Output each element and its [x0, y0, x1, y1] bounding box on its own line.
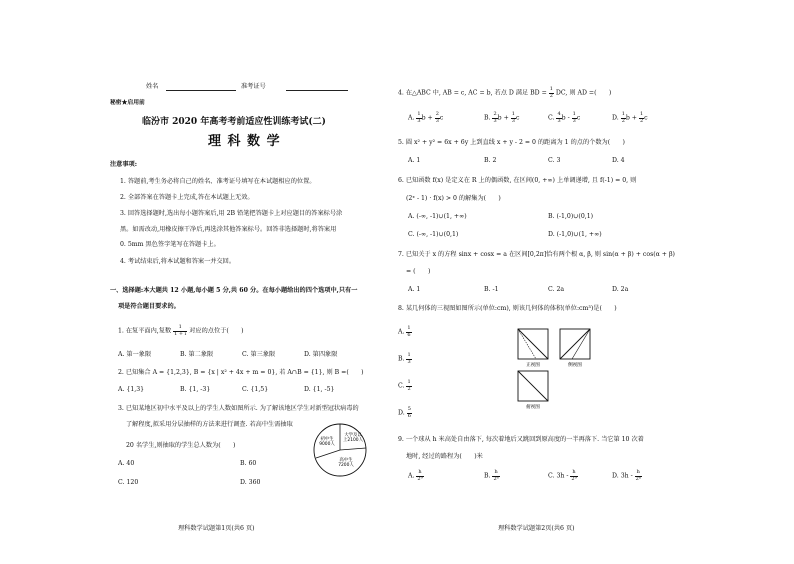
q3-option-c[interactable]: C. 120	[118, 479, 139, 486]
question-1-stem: 1. 在复平面内,复数 $\frac{1}{1 + i}$ 对应的点位于( )	[118, 324, 244, 337]
question-3-stem-cont: 20 名学生,则抽取的学生总人数为( )	[126, 442, 236, 449]
question-6-stem-cont: (2ˣ - 1) · f(x) > 0 的解集为( )	[406, 195, 501, 202]
top-view	[518, 371, 548, 401]
question-2-stem: 2. 已知集合 A = {1,2,3}, B = {x | x² + 4x + m = 0}, 若 A∩B = {1}, 则 B =( )	[118, 369, 364, 376]
page-footer-right: 理科数学试题第2页(共6 页)	[498, 525, 575, 532]
q2-option-c[interactable]: C. {1,5}	[242, 386, 269, 393]
front-view-label: 正视图	[526, 363, 540, 368]
q3-option-b[interactable]: B. 60	[240, 460, 257, 467]
q7-option-b[interactable]: B. -1	[484, 286, 499, 293]
q1-option-d[interactable]: D. 第四象限	[304, 351, 338, 358]
question-7-stem-cont: = ( )	[406, 268, 431, 275]
secret-mark: 秘密★启用前	[110, 100, 145, 106]
exam-title: 临汾市 2020 年高考考前适应性训练考试(二)	[142, 117, 326, 127]
q7-option-a[interactable]: A. 1	[408, 286, 421, 293]
q1-option-b[interactable]: B. 第二象限	[180, 351, 214, 358]
top-view-label: 俯视图	[526, 405, 540, 410]
question-3-stem: 3. 已知某地区初中水平及以上的学生人数如图所示. 为了解该地区学生对新型冠状病毒的	[118, 405, 359, 412]
q8-option-b[interactable]: B. $\frac{1}{3}$	[398, 352, 411, 365]
q6-option-b[interactable]: B. (-1,0)∪(0,1)	[548, 213, 594, 220]
q1-option-c[interactable]: C. 第三象限	[242, 351, 276, 358]
note-item: 2. 全部答案在答题卡上完成,答在本试题上无效。	[120, 194, 254, 201]
side-view-label: 侧视图	[568, 363, 582, 368]
q9-option-b[interactable]: B. $\frac{h}{\text{2⁸}}$	[484, 469, 499, 482]
q6-option-a[interactable]: A. (-∞, -1)∪(1, +∞)	[408, 213, 467, 220]
pie-divider	[316, 450, 340, 458]
exam-number-blank	[286, 90, 348, 91]
note-item: 3. 回答选择题时,选出每小题答案后,用 2B 铅笔把答题卡上对应题目的答案标号涂	[120, 210, 343, 217]
note-item: 0. 5mm 黑色签字笔写在答题卡上。	[120, 241, 220, 248]
question-4-stem: 4. 在△ABC 中, AB = c, AC = b, 若点 D 满足 BD = $\frac{1}{2}$ DC, 则 AD =( )	[398, 86, 612, 99]
question-5-stem: 5. 圆 x² + y² = 6x + 6y 上到直线 x + y - 2 = 0 的距离为 1 的点的个数为( )	[398, 139, 625, 146]
q8-option-c[interactable]: C. $\frac{1}{2}$	[398, 379, 411, 392]
section-heading: 一、选择题:本大题共 12 小题,每小题 5 分,共 60 分。在每小题给出的四个选项中,只有一	[110, 287, 358, 294]
q8-option-d[interactable]: D. $\frac{5}{6}$	[398, 406, 411, 419]
three-view-diagram	[516, 327, 596, 410]
q9-option-a[interactable]: A. $\frac{h}{\text{2⁹}}$	[408, 469, 423, 482]
exam-number-label: 准考证号	[241, 83, 266, 90]
note-item: 黑。如需改动,用橡皮擦干净后,再选涂其他答案标号。回答非选择题时,将答案用	[120, 226, 337, 233]
q5-option-c[interactable]: C. 3	[548, 157, 561, 164]
note-item: 4. 考试结束后,将本试题和答案一并交回。	[120, 258, 236, 265]
front-view	[518, 329, 548, 359]
q4-option-a[interactable]: A. $\frac{1}{3}$ b + $\frac{2}{3}$ c	[408, 111, 444, 124]
pie-label: 7200人	[338, 463, 354, 468]
q4-option-d[interactable]: D. $\frac{1}{2}$ b + $\frac{1}{2}$ c	[612, 111, 648, 124]
q9-option-d[interactable]: D. 3h - $\frac{h}{\text{2⁸}}$	[612, 469, 641, 482]
q2-option-d[interactable]: D. {1, -5}	[304, 386, 335, 393]
q2-option-a[interactable]: A. {1,3}	[118, 386, 145, 393]
question-9-stem-cont: 地时, 经过的路程为( )米	[406, 453, 483, 460]
q7-option-d[interactable]: D. 2a	[612, 286, 629, 293]
question-9-stem: 9. 一个球从 h 米高处自由落下, 每次着地后又跳回到原高度的一半再落下. 当它第 10 次着	[398, 436, 644, 443]
pie-label: 高中生	[339, 458, 353, 463]
q3-option-a[interactable]: A. 40	[118, 460, 135, 467]
q1-option-a[interactable]: A. 第一象限	[118, 351, 152, 358]
q7-option-c[interactable]: C. 2a	[548, 286, 565, 293]
question-3-stem-cont: 了解程度,拟采用分层抽样的方法来进行调查. 若高中生需抽取	[126, 421, 293, 428]
q8-option-a[interactable]: A. $\frac{1}{6}$	[398, 325, 411, 338]
student-pie-chart	[312, 422, 368, 478]
q6-option-c[interactable]: C. (-∞, -1)∪(0,1)	[408, 231, 459, 238]
question-7-stem: 7. 已知关于 x 的方程 sinx + cosx = a 在区间[0,2π]恰有两个根 α, β, 则 sin(α + β) + cos(α + β)	[398, 251, 675, 258]
notes-title: 注意事项:	[110, 161, 138, 168]
note-item: 1. 答题前,考生务必将自己的姓名、准考证号填写在本试题相应的位置。	[120, 178, 316, 185]
pie-divider	[340, 448, 366, 450]
q2-option-b[interactable]: B. {1, -3}	[180, 386, 211, 393]
page-footer-left: 理科数学试题第1页(共6 页)	[178, 525, 255, 532]
name-label: 姓名	[146, 83, 159, 90]
q3-option-d[interactable]: D. 360	[240, 479, 261, 486]
question-8-stem: 8. 某几何体的三视图如图所示(单位:cm), 则该几何体的体积(单位:cm³)是( )	[398, 305, 617, 312]
q5-option-b[interactable]: B. 2	[484, 157, 497, 164]
section-heading-cont: 项是符合题目要求的。	[118, 303, 180, 310]
q9-option-c[interactable]: C. 3h - $\frac{h}{\text{2⁹}}$	[548, 469, 577, 482]
name-blank	[166, 90, 236, 91]
q5-option-d[interactable]: D. 4	[612, 157, 625, 164]
pie-label: 初中生	[320, 437, 334, 442]
q4-option-c[interactable]: C. $\frac{4}{3}$ b - $\frac{1}{3}$ c	[548, 111, 581, 124]
q5-option-a[interactable]: A. 1	[408, 157, 421, 164]
q4-option-b[interactable]: B. $\frac{2}{3}$ b + $\frac{1}{3}$ c	[484, 111, 520, 124]
pie-label: 上2100人	[343, 438, 363, 443]
side-view	[560, 329, 590, 359]
subject-title: 理 科 数 学	[208, 134, 281, 149]
q6-option-d[interactable]: D. (-1,0)∪(1, +∞)	[548, 231, 602, 238]
pie-label: 9000人	[319, 442, 335, 447]
question-6-stem: 6. 已知函数 f(x) 是定义在 R 上的偶函数, 在区间(0, +∞) 上单调递增, 且 f(-1) = 0, 则	[398, 177, 637, 184]
pie-label: 大学及以	[344, 433, 362, 438]
